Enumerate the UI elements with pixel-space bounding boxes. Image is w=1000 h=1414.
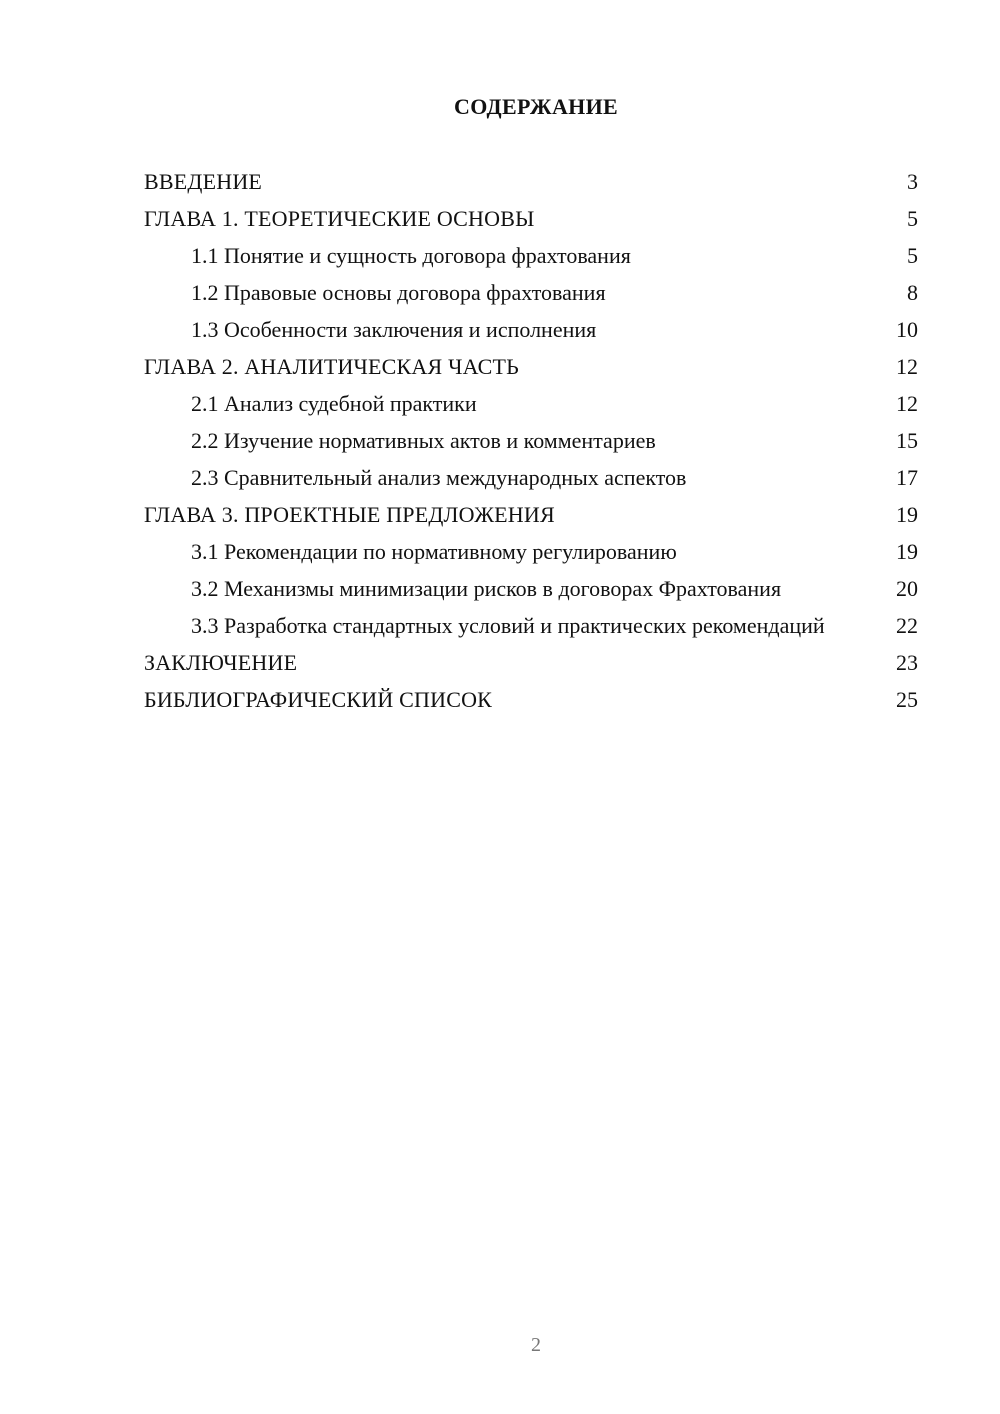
toc-entry-page: 8 — [907, 280, 918, 305]
toc-entry-text: 2.3 Сравнительный анализ международных аспектов — [191, 465, 687, 490]
page-number: 2 — [531, 1334, 541, 1356]
toc-entry-page: 22 — [896, 613, 918, 638]
toc-entry-conclusion[interactable] — [144, 649, 918, 676]
toc-entry-section-3-2[interactable] — [144, 575, 918, 602]
toc-entry-text: ЗАКЛЮЧЕНИЕ — [144, 650, 298, 675]
toc-entry-text: 2.1 Анализ судебной практики — [191, 391, 477, 416]
toc-entry-page: 3 — [907, 169, 918, 194]
toc-entry-text: 1.2 Правовые основы договора фрахтования — [191, 280, 606, 305]
toc-entry-text: 3.1 Рекомендации по нормативному регулированию — [191, 539, 677, 564]
toc-entry-text: ГЛАВА 1. ТЕОРЕТИЧЕСКИЕ ОСНОВЫ — [144, 206, 535, 231]
toc-entry-chapter-2[interactable] — [144, 353, 918, 380]
toc-entry-page: 5 — [907, 243, 918, 268]
table-of-contents — [144, 168, 918, 723]
toc-entry-introduction[interactable] — [144, 168, 918, 195]
toc-entry-section-2-1[interactable] — [144, 390, 918, 417]
toc-entry-text: ВВЕДЕНИЕ — [144, 169, 263, 194]
toc-entry-section-2-3[interactable] — [144, 464, 918, 491]
toc-entry-page: 12 — [896, 391, 918, 416]
toc-entry-section-1-1[interactable] — [144, 242, 918, 269]
toc-entry-page: 12 — [896, 354, 918, 379]
toc-entry-section-1-2[interactable] — [144, 279, 918, 306]
toc-entry-text: ГЛАВА 3. ПРОЕКТНЫЕ ПРЕДЛОЖЕНИЯ — [144, 502, 555, 527]
toc-entry-text: 1.3 Особенности заключения и исполнения — [191, 317, 597, 342]
toc-entry-page: 10 — [896, 317, 918, 342]
toc-entry-page: 25 — [896, 687, 918, 712]
toc-entry-chapter-3[interactable] — [144, 501, 918, 528]
toc-entry-text: БИБЛИОГРАФИЧЕСКИЙ СПИСОК — [144, 687, 493, 712]
toc-entry-text: 2.2 Изучение нормативных актов и комментариев — [191, 428, 656, 453]
toc-entry-section-3-3[interactable] — [144, 612, 918, 639]
toc-title: СОДЕРЖАНИЕ — [454, 94, 618, 119]
toc-entry-page: 19 — [896, 502, 918, 527]
toc-entry-text: 3.3 Разработка стандартных условий и практических рекомендаций — [191, 613, 825, 638]
toc-entry-page: 20 — [896, 576, 918, 601]
toc-entry-page: 17 — [896, 465, 918, 490]
toc-entry-chapter-1[interactable] — [144, 205, 918, 232]
toc-entry-section-2-2[interactable] — [144, 427, 918, 454]
toc-entry-text: ГЛАВА 2. АНАЛИТИЧЕСКАЯ ЧАСТЬ — [144, 354, 519, 379]
toc-entry-page: 19 — [896, 539, 918, 564]
toc-entry-bibliography[interactable] — [144, 686, 918, 713]
toc-entry-section-3-1[interactable] — [144, 538, 918, 565]
toc-entry-page: 15 — [896, 428, 918, 453]
toc-entry-page: 23 — [896, 650, 918, 675]
toc-entry-page: 5 — [907, 206, 918, 231]
toc-entry-text: 3.2 Механизмы минимизации рисков в договорах Фрахтования — [191, 576, 782, 601]
toc-entry-text: 1.1 Понятие и сущность договора фрахтования — [191, 243, 631, 268]
toc-entry-section-1-3[interactable] — [144, 316, 918, 343]
